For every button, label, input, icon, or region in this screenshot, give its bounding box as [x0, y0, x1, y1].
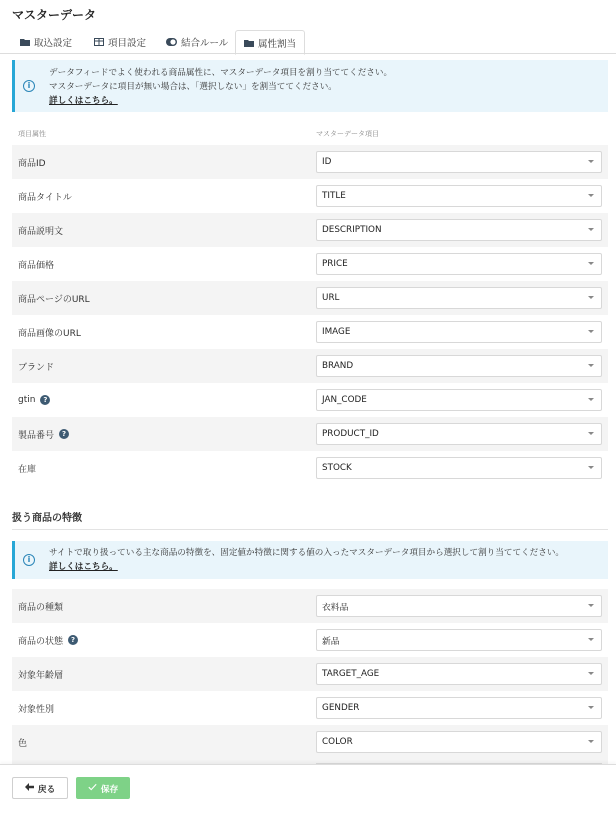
back-button[interactable] — [12, 777, 68, 799]
info-text-line2: マスターデータに項目が無い場合は、「選択しない」を割当ててください。 — [49, 82, 337, 92]
caret-down-icon — [588, 194, 594, 197]
select-value: GENDER — [322, 703, 360, 713]
info-text-line1: データフィードでよく使われる商品属性に、マスターデータ項目を割り当ててください。 — [49, 68, 393, 78]
column-header-master-item: マスターデータ項目 — [316, 130, 379, 138]
master-item-select[interactable] — [316, 457, 602, 479]
save-button-label: 保存 — [100, 784, 119, 795]
master-item-select[interactable] — [316, 287, 602, 309]
select-value: PRICE — [322, 259, 348, 269]
select-value: BRAND — [322, 361, 354, 371]
attribute-label: 商品ページのURL — [18, 294, 90, 305]
select-value: URL — [322, 293, 340, 303]
info-box-features — [12, 541, 608, 579]
help-icon[interactable]: ? — [59, 429, 69, 439]
select-value: TARGET_AGE — [322, 669, 380, 679]
select-value: DESCRIPTION — [322, 225, 382, 235]
folder-icon — [244, 39, 254, 47]
master-item-select[interactable] — [316, 423, 602, 445]
help-icon[interactable]: ? — [40, 395, 50, 405]
select-value: IMAGE — [322, 327, 351, 337]
footer-bar — [0, 764, 616, 813]
master-item-select[interactable] — [316, 151, 602, 173]
feature-select[interactable] — [316, 697, 602, 719]
caret-down-icon — [588, 638, 594, 641]
attribute-row — [12, 213, 608, 247]
caret-down-icon — [588, 296, 594, 299]
caret-down-icon — [588, 228, 594, 231]
attribute-row — [12, 145, 608, 179]
caret-down-icon — [588, 262, 594, 265]
learn-more-link[interactable]: 詳しくはこちら。 — [49, 96, 118, 106]
tab-import-settings[interactable] — [12, 30, 80, 54]
table-icon — [94, 38, 104, 46]
tab-divider — [0, 53, 616, 54]
section-divider — [12, 529, 608, 530]
attribute-row — [12, 281, 608, 315]
folder-icon — [20, 38, 30, 46]
select-value: JAN_CODE — [322, 395, 367, 405]
attribute-label: 在庫 — [18, 464, 37, 475]
attribute-label: 商品価格 — [18, 260, 55, 271]
attribute-label: 商品画像のURL — [18, 328, 81, 339]
tab-label: 取込設定 — [34, 38, 73, 49]
tab-label: 属性割当 — [258, 38, 297, 50]
attribute-label: 商品ID — [18, 158, 46, 169]
learn-more-link[interactable]: 詳しくはこちら。 — [49, 562, 118, 572]
attribute-row — [12, 179, 608, 213]
tab-join-rules[interactable] — [158, 30, 236, 54]
caret-down-icon — [588, 364, 594, 367]
help-icon[interactable]: ? — [68, 635, 78, 645]
select-value: 新品 — [322, 636, 340, 647]
feature-label: 色 — [18, 738, 28, 749]
caret-down-icon — [588, 706, 594, 709]
attribute-label: gtin — [18, 395, 36, 405]
select-value: PRODUCT_ID — [322, 429, 379, 439]
info-icon: i — [23, 554, 35, 566]
info-text: サイトで取り扱っている主な商品の特徴を、固定値か特徴に関する値の入ったマスターデータ項目から選択して割り当ててください。 — [49, 548, 565, 558]
attribute-label: 商品説明文 — [18, 226, 64, 237]
caret-down-icon — [588, 740, 594, 743]
feature-label: 対象年齢層 — [18, 670, 64, 681]
attribute-label: 商品タイトル — [18, 192, 72, 203]
select-value: TITLE — [322, 191, 346, 201]
attribute-row — [12, 451, 608, 485]
feature-select[interactable] — [316, 731, 602, 753]
info-icon: i — [23, 80, 35, 92]
select-value: 衣料品 — [322, 602, 349, 613]
caret-down-icon — [588, 330, 594, 333]
attribute-row — [12, 349, 608, 383]
column-header-attribute: 項目属性 — [18, 130, 46, 138]
tab-label: 結合ルール — [181, 38, 229, 49]
attribute-label: ブランド — [18, 362, 55, 373]
master-item-select[interactable] — [316, 253, 602, 275]
feature-label: 対象性別 — [18, 704, 55, 715]
master-item-select[interactable] — [316, 219, 602, 241]
tab-attribute-assignment[interactable] — [235, 30, 305, 55]
save-button[interactable] — [76, 777, 130, 799]
feature-row — [12, 623, 608, 657]
caret-down-icon — [588, 398, 594, 401]
tab-label: 項目設定 — [108, 38, 147, 49]
feature-row — [12, 657, 608, 691]
caret-down-icon — [588, 672, 594, 675]
toggle-icon — [166, 38, 177, 46]
master-item-select[interactable] — [316, 355, 602, 377]
tab-item-settings[interactable] — [86, 30, 154, 54]
feature-row — [12, 691, 608, 725]
feature-select[interactable] — [316, 663, 602, 685]
select-value: ID — [322, 157, 332, 167]
select-value: STOCK — [322, 463, 352, 473]
select-value: COLOR — [322, 737, 353, 747]
check-icon — [88, 783, 97, 794]
page-title: マスターデータ — [12, 8, 97, 22]
feature-label: 商品の種類 — [18, 602, 64, 613]
attribute-row — [12, 247, 608, 281]
tab-bar — [12, 30, 616, 54]
feature-row — [12, 725, 608, 759]
feature-select[interactable] — [316, 595, 602, 617]
master-item-select[interactable] — [316, 389, 602, 411]
arrow-left-icon — [25, 783, 34, 794]
feature-select[interactable] — [316, 629, 602, 651]
attribute-label: 製品番号 — [18, 430, 55, 441]
info-box-attributes — [12, 60, 608, 112]
attribute-row — [12, 417, 608, 451]
caret-down-icon — [588, 466, 594, 469]
back-button-label: 戻る — [37, 784, 56, 795]
master-item-select[interactable] — [316, 321, 602, 343]
caret-down-icon — [588, 160, 594, 163]
attribute-row — [12, 383, 608, 417]
caret-down-icon — [588, 604, 594, 607]
attribute-row — [12, 315, 608, 349]
master-item-select[interactable] — [316, 185, 602, 207]
feature-label: 商品の状態 — [18, 636, 64, 647]
feature-row — [12, 589, 608, 623]
caret-down-icon — [588, 432, 594, 435]
section-title-features: 扱う商品の特徴 — [12, 513, 82, 524]
